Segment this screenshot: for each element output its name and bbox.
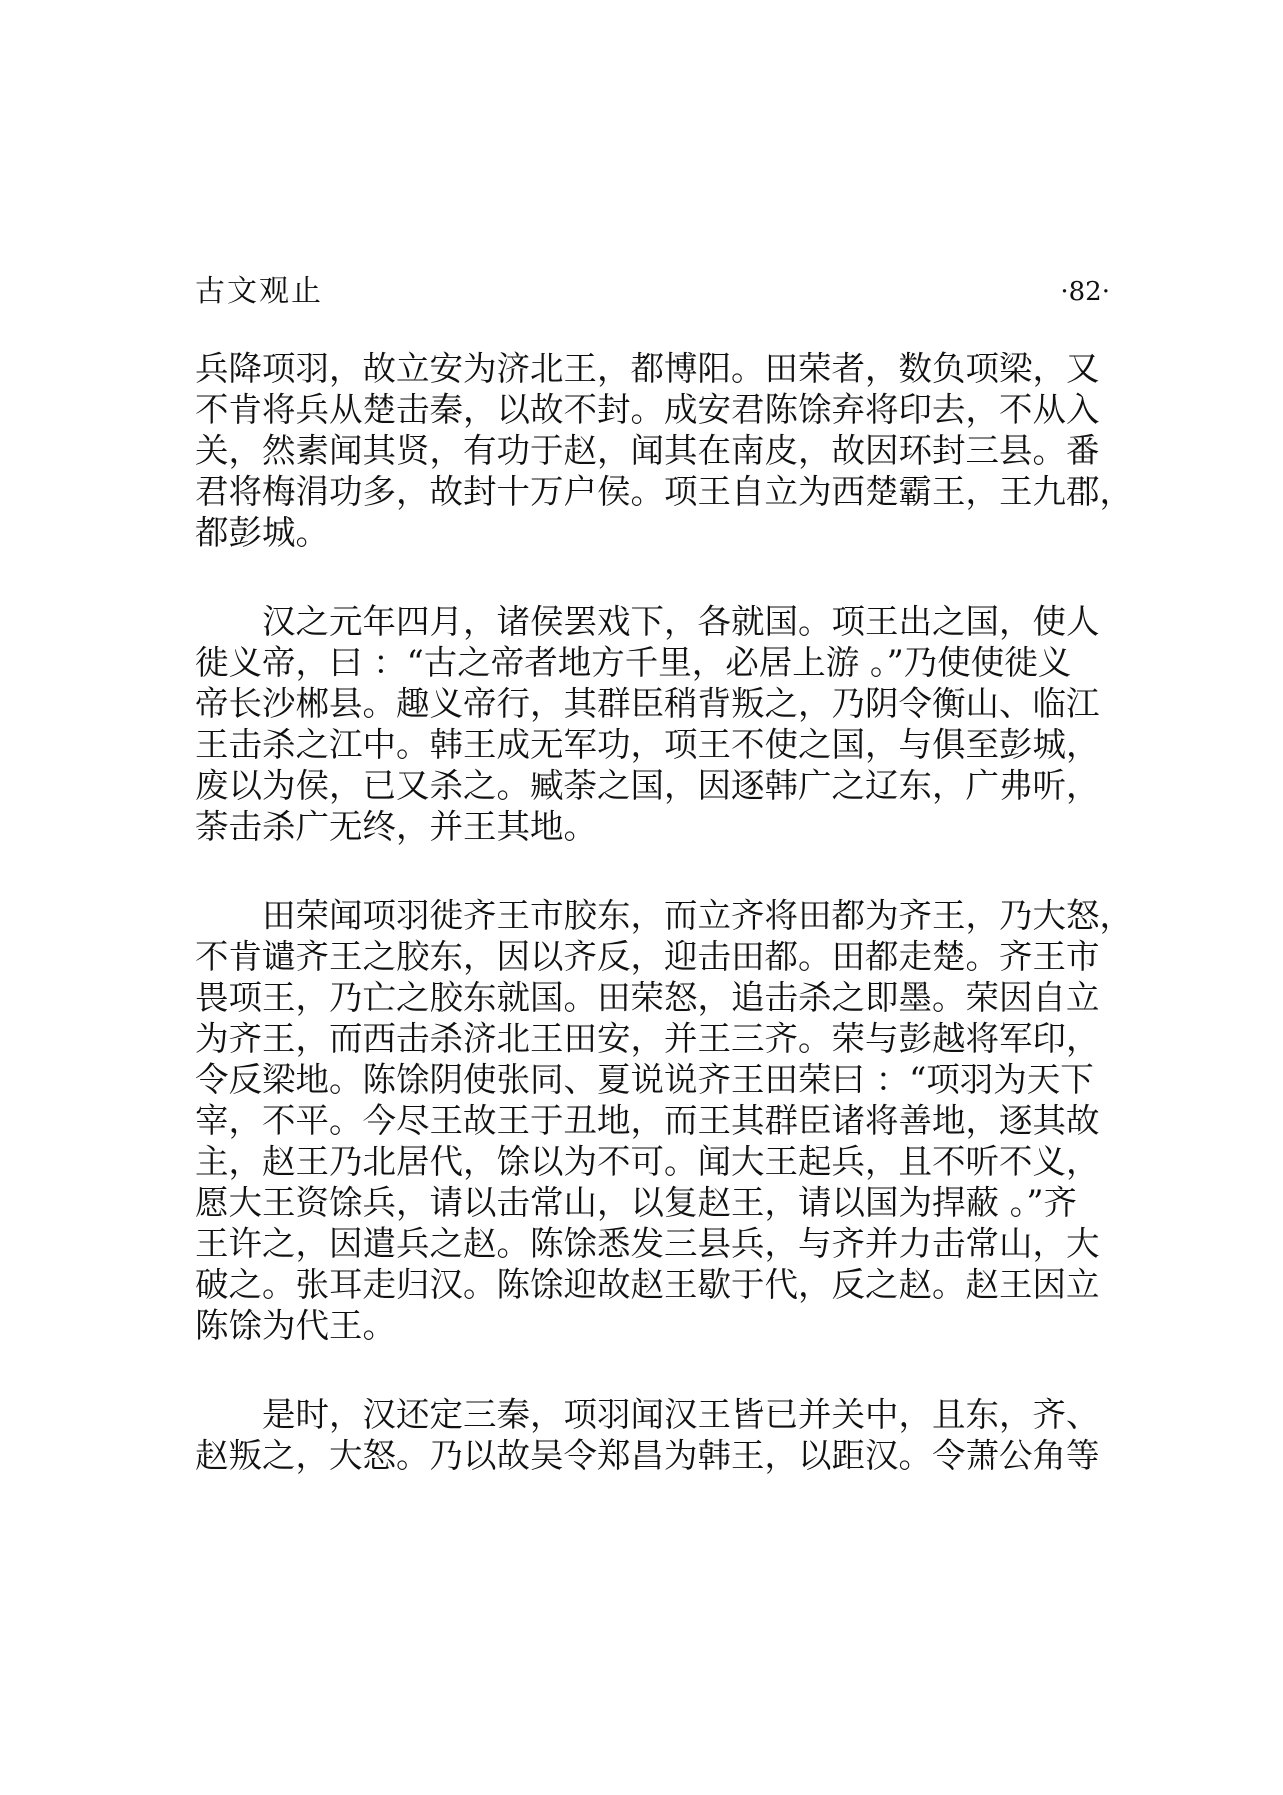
text-line: 君将梅涓功多，故封十万户侯。项王自立为西楚霸王，王九郡，	[195, 472, 1133, 511]
text-line: 陈馀为代王。	[195, 1306, 396, 1345]
text-line: 宰，不平。今尽王故王于丑地，而王其群臣诸将善地，逐其故	[195, 1101, 1100, 1140]
text-line: 不肯谴齐王之胶东，因以齐反，迎击田都。田都走楚。齐王市	[195, 937, 1100, 976]
text-line: 荼击杀广无终，并王其地。	[195, 807, 597, 846]
text-line: 汉之元年四月，诸侯罢戏下，各就国。项王出之国，使人	[195, 602, 1100, 641]
text-line: 主，赵王乃北居代，馀以为不可。闻大王起兵，且不听不义，	[195, 1142, 1100, 1181]
text-line: 不肯将兵从楚击秦，以故不封。成安君陈馀弃将印去，不从入	[195, 390, 1100, 429]
paragraph-1	[195, 348, 1133, 553]
text-line: 令反梁地。陈馀阴使张同、夏说说齐王田荣曰 ：“项羽为天下	[195, 1060, 1094, 1099]
page-header	[195, 272, 1110, 312]
text-line: 王击杀之江中。韩王成无军功，项王不使之国，与俱至彭城，	[195, 725, 1100, 764]
paragraph-4	[195, 1394, 1120, 1476]
text-line: 王许之，因遣兵之赵。陈馀悉发三县兵，与齐并力击常山，大	[195, 1224, 1100, 1263]
text-line: 为齐王，而西击杀济北王田安，并王三齐。荣与彭越将军印，	[195, 1019, 1100, 1058]
text-line: 是时，汉还定三秦，项羽闻汉王皆已并关中，且东，齐、	[195, 1395, 1100, 1434]
text-line: 赵叛之，大怒。乃以故吴令郑昌为韩王，以距汉。令萧公角等	[195, 1436, 1100, 1475]
text-line: 愿大王资馀兵，请以击常山，以复赵王，请以国为捍蔽 。”齐	[195, 1183, 1078, 1222]
paragraph-3	[195, 895, 1133, 1346]
text-line: 兵降项羽，故立安为济北王，都博阳。田荣者，数负项梁，又	[195, 349, 1100, 388]
text-line: 都彭城。	[195, 513, 329, 552]
page-content	[195, 348, 1133, 1524]
text-line: 田荣闻项羽徙齐王市胶东，而立齐将田都为齐王，乃大怒，	[195, 896, 1133, 935]
text-line: 关，然素闻其贤，有功于赵，闻其在南皮，故因环封三县。番	[195, 431, 1100, 470]
paragraph-2	[195, 601, 1120, 847]
text-line: 畏项王，乃亡之胶东就国。田荣怒，追击杀之即墨。荣因自立	[195, 978, 1100, 1017]
text-line: 徙义帝，曰 ：“古之帝者地方千里，必居上游 。”乃使使徙义	[195, 643, 1072, 682]
book-title: 古文观止	[195, 274, 323, 309]
page-number: ·82·	[1060, 277, 1110, 307]
text-line: 废以为侯，已又杀之。臧荼之国，因逐韩广之辽东，广弗听，	[195, 766, 1100, 805]
text-line: 破之。张耳走归汉。陈馀迎故赵王歇于代，反之赵。赵王因立	[195, 1265, 1100, 1304]
text-line: 帝长沙郴县。趣义帝行，其群臣稍背叛之，乃阴令衡山、临江	[195, 684, 1100, 723]
